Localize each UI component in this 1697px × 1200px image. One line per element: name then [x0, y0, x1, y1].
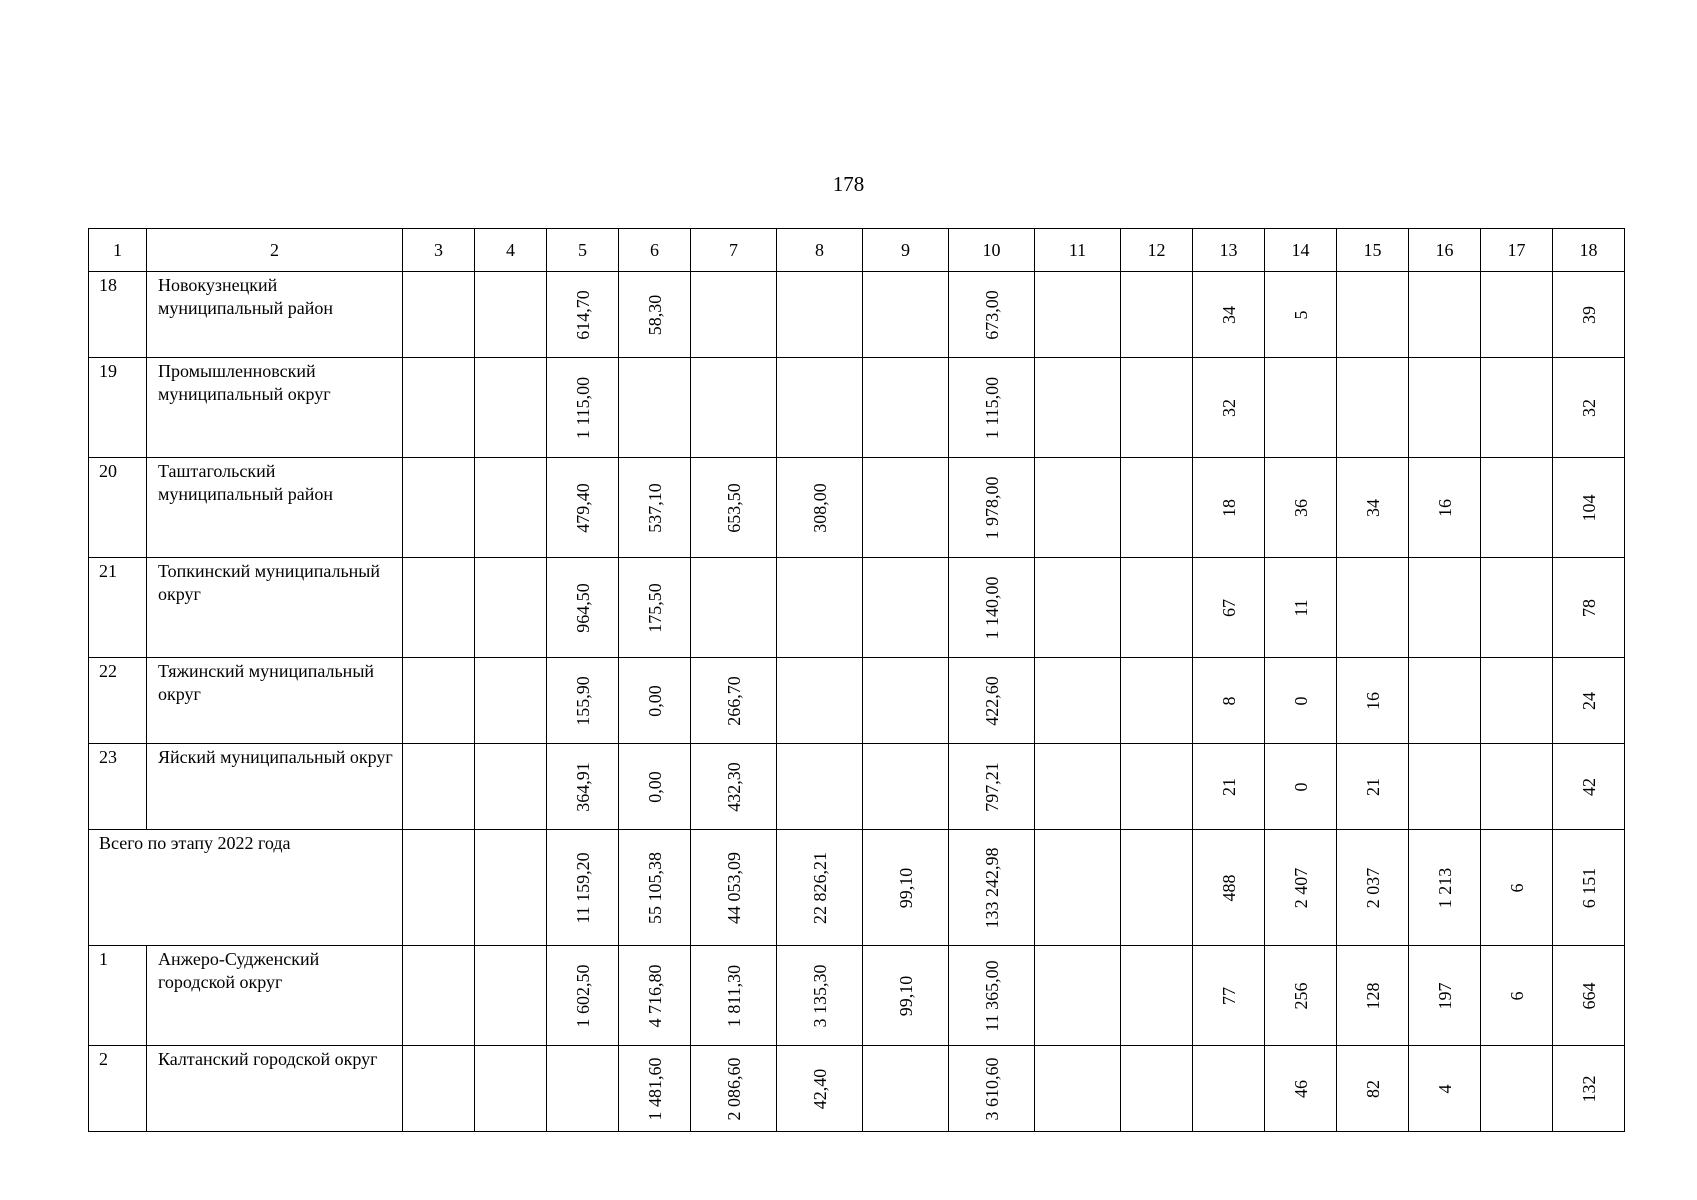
cell-value — [1265, 272, 1337, 358]
cell-text: 6 151 — [1578, 867, 1599, 908]
cell-value — [1193, 458, 1265, 558]
cell-value — [1553, 946, 1625, 1046]
cell-value — [547, 272, 619, 358]
cell-text: 46 — [1290, 1079, 1311, 1098]
cell-value — [777, 830, 863, 946]
cell-empty — [475, 358, 547, 458]
cell-value — [777, 1046, 863, 1132]
column-header: 1 — [89, 229, 147, 272]
cell-empty — [1035, 946, 1121, 1046]
cell-value — [691, 558, 777, 658]
cell-text: 6 — [1506, 883, 1527, 892]
cell-value — [1337, 830, 1409, 946]
row-number: 22 — [89, 658, 147, 744]
municipality-name: Топкинский муниципальный округ — [147, 558, 403, 658]
cell-text: 11 365,00 — [981, 959, 1002, 1032]
table-row — [89, 658, 1625, 744]
cell-empty — [1121, 558, 1193, 658]
cell-value — [1193, 358, 1265, 458]
column-header: 11 — [1035, 229, 1121, 272]
cell-empty — [403, 946, 475, 1046]
cell-text: 6 — [1506, 991, 1527, 1000]
cell-empty — [475, 830, 547, 946]
cell-text: 1 602,50 — [572, 964, 593, 1027]
cell-value — [1409, 744, 1481, 830]
column-header: 7 — [691, 229, 777, 272]
cell-text: 32 — [1218, 398, 1239, 417]
cell-value — [1265, 558, 1337, 658]
table-row — [89, 558, 1625, 658]
table-row — [89, 272, 1625, 358]
cell-value — [619, 558, 691, 658]
cell-value — [1337, 272, 1409, 358]
cell-empty — [475, 272, 547, 358]
cell-text: 537,10 — [644, 482, 665, 533]
cell-text: 488 — [1218, 874, 1239, 901]
cell-value — [1193, 658, 1265, 744]
cell-value — [949, 358, 1035, 458]
column-header: 3 — [403, 229, 475, 272]
municipality-name: Новокузнецкий муниципальный район — [147, 272, 403, 358]
cell-empty — [403, 658, 475, 744]
cell-value — [547, 744, 619, 830]
cell-value — [619, 458, 691, 558]
cell-text: 44 053,09 — [723, 851, 744, 924]
cell-text: 11 — [1290, 598, 1311, 617]
cell-value — [1553, 358, 1625, 458]
table-row — [89, 458, 1625, 558]
cell-text: 432,30 — [723, 761, 744, 812]
cell-value — [1409, 658, 1481, 744]
cell-empty — [1121, 744, 1193, 830]
cell-text: 155,90 — [572, 675, 593, 726]
cell-value — [1481, 458, 1553, 558]
cell-text: 77 — [1218, 986, 1239, 1005]
cell-value — [1481, 358, 1553, 458]
cell-empty — [475, 458, 547, 558]
cell-empty — [475, 558, 547, 658]
cell-text: 4 — [1434, 1084, 1455, 1093]
cell-text: 4 716,80 — [644, 964, 665, 1027]
cell-empty — [1035, 744, 1121, 830]
cell-value — [691, 658, 777, 744]
cell-text: 422,60 — [981, 675, 1002, 726]
cell-text: 99,10 — [895, 867, 916, 908]
cell-value — [1265, 658, 1337, 744]
cell-value — [619, 830, 691, 946]
cell-value — [619, 272, 691, 358]
cell-value — [949, 1046, 1035, 1132]
row-number: 19 — [89, 358, 147, 458]
cell-text: 1 481,60 — [644, 1057, 665, 1120]
cell-value — [1265, 830, 1337, 946]
cell-value — [777, 358, 863, 458]
cell-empty — [1121, 1046, 1193, 1132]
cell-empty — [1121, 658, 1193, 744]
column-header: 2 — [147, 229, 403, 272]
cell-value — [1553, 830, 1625, 946]
cell-text: 67 — [1218, 598, 1239, 617]
cell-empty — [1121, 272, 1193, 358]
cell-value — [1265, 1046, 1337, 1132]
cell-text: 18 — [1218, 498, 1239, 517]
cell-value — [777, 946, 863, 1046]
cell-value — [863, 946, 949, 1046]
cell-text: 1 811,30 — [723, 964, 744, 1027]
cell-value — [547, 458, 619, 558]
page-number: 178 — [832, 172, 865, 196]
column-header: 15 — [1337, 229, 1409, 272]
table-row — [89, 358, 1625, 458]
cell-value — [619, 1046, 691, 1132]
cell-text: 5 — [1290, 310, 1311, 319]
cell-empty — [403, 1046, 475, 1132]
cell-empty — [403, 458, 475, 558]
cell-text: 22 826,21 — [809, 851, 830, 924]
cell-text: 0,00 — [644, 770, 665, 803]
cell-text: 673,00 — [981, 289, 1002, 340]
table-row — [89, 946, 1625, 1046]
cell-text: 58,30 — [644, 294, 665, 335]
cell-value — [691, 272, 777, 358]
cell-empty — [475, 658, 547, 744]
cell-value — [547, 946, 619, 1046]
column-header: 10 — [949, 229, 1035, 272]
cell-value — [547, 658, 619, 744]
cell-value — [777, 658, 863, 744]
cell-text: 0 — [1290, 782, 1311, 791]
cell-value — [1481, 272, 1553, 358]
cell-text: 2 086,60 — [723, 1057, 744, 1120]
municipality-name: Яйский муниципальный округ — [147, 744, 403, 830]
cell-empty — [1121, 458, 1193, 558]
cell-text: 16 — [1362, 691, 1383, 710]
cell-value — [691, 830, 777, 946]
municipality-name: Анжеро-Судженский городской округ — [147, 946, 403, 1046]
cell-text: 132 — [1578, 1075, 1599, 1102]
cell-value — [547, 1046, 619, 1132]
cell-value — [1193, 946, 1265, 1046]
column-header: 14 — [1265, 229, 1337, 272]
cell-text: 964,50 — [572, 582, 593, 633]
cell-text: 133 242,98 — [981, 847, 1002, 928]
cell-text: 1 978,00 — [981, 476, 1002, 539]
cell-text: 266,70 — [723, 675, 744, 726]
cell-value — [1409, 1046, 1481, 1132]
row-number: 21 — [89, 558, 147, 658]
cell-value — [1553, 458, 1625, 558]
cell-text: 175,50 — [644, 582, 665, 633]
cell-value — [691, 946, 777, 1046]
column-header: 5 — [547, 229, 619, 272]
cell-text: 1 115,00 — [981, 376, 1002, 439]
column-header: 13 — [1193, 229, 1265, 272]
cell-value — [1409, 272, 1481, 358]
cell-value — [1265, 458, 1337, 558]
cell-value — [863, 272, 949, 358]
column-header: 8 — [777, 229, 863, 272]
cell-text: 32 — [1578, 398, 1599, 417]
cell-text: 1 213 — [1434, 867, 1455, 908]
cell-empty — [1035, 558, 1121, 658]
cell-empty — [475, 744, 547, 830]
cell-value — [1553, 658, 1625, 744]
cell-text: 653,50 — [723, 482, 744, 533]
cell-value — [619, 658, 691, 744]
cell-text: 104 — [1578, 494, 1599, 521]
data-table — [88, 228, 1625, 1132]
cell-empty — [1121, 358, 1193, 458]
cell-value — [777, 558, 863, 658]
cell-value — [1193, 272, 1265, 358]
column-header: 4 — [475, 229, 547, 272]
column-header: 9 — [863, 229, 949, 272]
cell-value — [1553, 272, 1625, 358]
cell-text: 36 — [1290, 498, 1311, 517]
cell-value — [1481, 1046, 1553, 1132]
cell-value — [863, 558, 949, 658]
cell-value — [1409, 830, 1481, 946]
row-number: 18 — [89, 272, 147, 358]
cell-value — [1337, 358, 1409, 458]
cell-value — [1409, 458, 1481, 558]
cell-text: 82 — [1362, 1079, 1383, 1098]
cell-value — [1337, 458, 1409, 558]
cell-text: 42 — [1578, 777, 1599, 796]
cell-value — [863, 658, 949, 744]
cell-value — [777, 272, 863, 358]
cell-value — [1193, 1046, 1265, 1132]
cell-value — [619, 358, 691, 458]
cell-value — [777, 458, 863, 558]
table-row — [89, 1046, 1625, 1132]
column-header: 16 — [1409, 229, 1481, 272]
cell-text: 11 159,20 — [572, 851, 593, 924]
cell-empty — [1121, 946, 1193, 1046]
cell-value — [1337, 1046, 1409, 1132]
cell-text: 197 — [1434, 982, 1455, 1009]
cell-value — [1265, 744, 1337, 830]
cell-value — [1193, 558, 1265, 658]
cell-text: 614,70 — [572, 289, 593, 340]
row-number: 23 — [89, 744, 147, 830]
cell-empty — [1035, 458, 1121, 558]
cell-empty — [1035, 1046, 1121, 1132]
cell-value — [1481, 744, 1553, 830]
cell-text: 34 — [1218, 305, 1239, 324]
cell-value — [1553, 744, 1625, 830]
cell-value — [547, 830, 619, 946]
cell-text: 0 — [1290, 696, 1311, 705]
cell-value — [1193, 830, 1265, 946]
cell-value — [1193, 744, 1265, 830]
cell-text: 21 — [1362, 777, 1383, 796]
cell-value — [863, 830, 949, 946]
column-header: 17 — [1481, 229, 1553, 272]
cell-value — [691, 744, 777, 830]
cell-value — [949, 272, 1035, 358]
row-number: 20 — [89, 458, 147, 558]
cell-text: 8 — [1218, 696, 1239, 705]
column-header: 6 — [619, 229, 691, 272]
cell-value — [547, 558, 619, 658]
cell-value — [949, 458, 1035, 558]
cell-text: 1 115,00 — [572, 376, 593, 439]
cell-value — [1265, 358, 1337, 458]
cell-text: 364,91 — [572, 761, 593, 812]
cell-value — [1481, 658, 1553, 744]
cell-text: 34 — [1362, 498, 1383, 517]
total-label: Всего по этапу 2022 года — [89, 830, 403, 946]
cell-value — [1481, 558, 1553, 658]
cell-value — [691, 1046, 777, 1132]
cell-value — [1409, 558, 1481, 658]
cell-value — [1481, 946, 1553, 1046]
cell-empty — [403, 744, 475, 830]
cell-value — [1337, 744, 1409, 830]
cell-text: 16 — [1434, 498, 1455, 517]
cell-value — [1553, 558, 1625, 658]
cell-empty — [403, 558, 475, 658]
cell-empty — [403, 272, 475, 358]
cell-empty — [475, 946, 547, 1046]
cell-text: 24 — [1578, 691, 1599, 710]
cell-empty — [475, 1046, 547, 1132]
cell-value — [1409, 946, 1481, 1046]
cell-text: 308,00 — [809, 482, 830, 533]
cell-text: 664 — [1578, 982, 1599, 1009]
column-header: 18 — [1553, 229, 1625, 272]
cell-text: 128 — [1362, 982, 1383, 1009]
cell-value — [949, 830, 1035, 946]
cell-value — [777, 744, 863, 830]
cell-text: 1 140,00 — [981, 576, 1002, 639]
cell-value — [863, 744, 949, 830]
cell-value — [949, 946, 1035, 1046]
row-number: 2 — [89, 1046, 147, 1132]
cell-empty — [403, 830, 475, 946]
cell-empty — [1035, 358, 1121, 458]
cell-value — [1553, 1046, 1625, 1132]
cell-text: 3 135,30 — [809, 964, 830, 1027]
cell-value — [863, 458, 949, 558]
cell-value — [1337, 946, 1409, 1046]
cell-value — [863, 358, 949, 458]
row-number: 1 — [89, 946, 147, 1046]
column-header: 12 — [1121, 229, 1193, 272]
cell-text: 21 — [1218, 777, 1239, 796]
municipality-name: Калтанский городской округ — [147, 1046, 403, 1132]
cell-empty — [1035, 658, 1121, 744]
municipality-name: Промышленновский муниципальный округ — [147, 358, 403, 458]
cell-text: 3 610,60 — [981, 1057, 1002, 1120]
cell-text: 78 — [1578, 598, 1599, 617]
cell-text: 797,21 — [981, 761, 1002, 812]
cell-text: 99,10 — [895, 975, 916, 1016]
cell-empty — [403, 358, 475, 458]
municipality-name: Таштагольский муниципальный район — [147, 458, 403, 558]
cell-value — [1265, 946, 1337, 1046]
cell-text: 479,40 — [572, 482, 593, 533]
cell-text: 39 — [1578, 305, 1599, 324]
cell-value — [949, 744, 1035, 830]
cell-empty — [1035, 830, 1121, 946]
cell-text: 55 105,38 — [644, 851, 665, 924]
cell-value — [619, 744, 691, 830]
cell-value — [547, 358, 619, 458]
cell-text: 42,40 — [809, 1068, 830, 1109]
cell-text: 2 037 — [1362, 867, 1383, 908]
cell-value — [1337, 658, 1409, 744]
table-row — [89, 744, 1625, 830]
cell-text: 0,00 — [644, 684, 665, 717]
cell-value — [949, 558, 1035, 658]
total-row — [89, 830, 1625, 946]
cell-value — [863, 1046, 949, 1132]
cell-value — [691, 358, 777, 458]
cell-empty — [1035, 272, 1121, 358]
cell-text: 2 407 — [1290, 867, 1311, 908]
cell-value — [619, 946, 691, 1046]
cell-empty — [1121, 830, 1193, 946]
cell-value — [1337, 558, 1409, 658]
cell-value — [691, 458, 777, 558]
cell-value — [949, 658, 1035, 744]
cell-text: 256 — [1290, 982, 1311, 1009]
column-number-header — [89, 229, 1625, 272]
municipality-name: Тяжинский муниципальный округ — [147, 658, 403, 744]
cell-value — [1481, 830, 1553, 946]
cell-value — [1409, 358, 1481, 458]
